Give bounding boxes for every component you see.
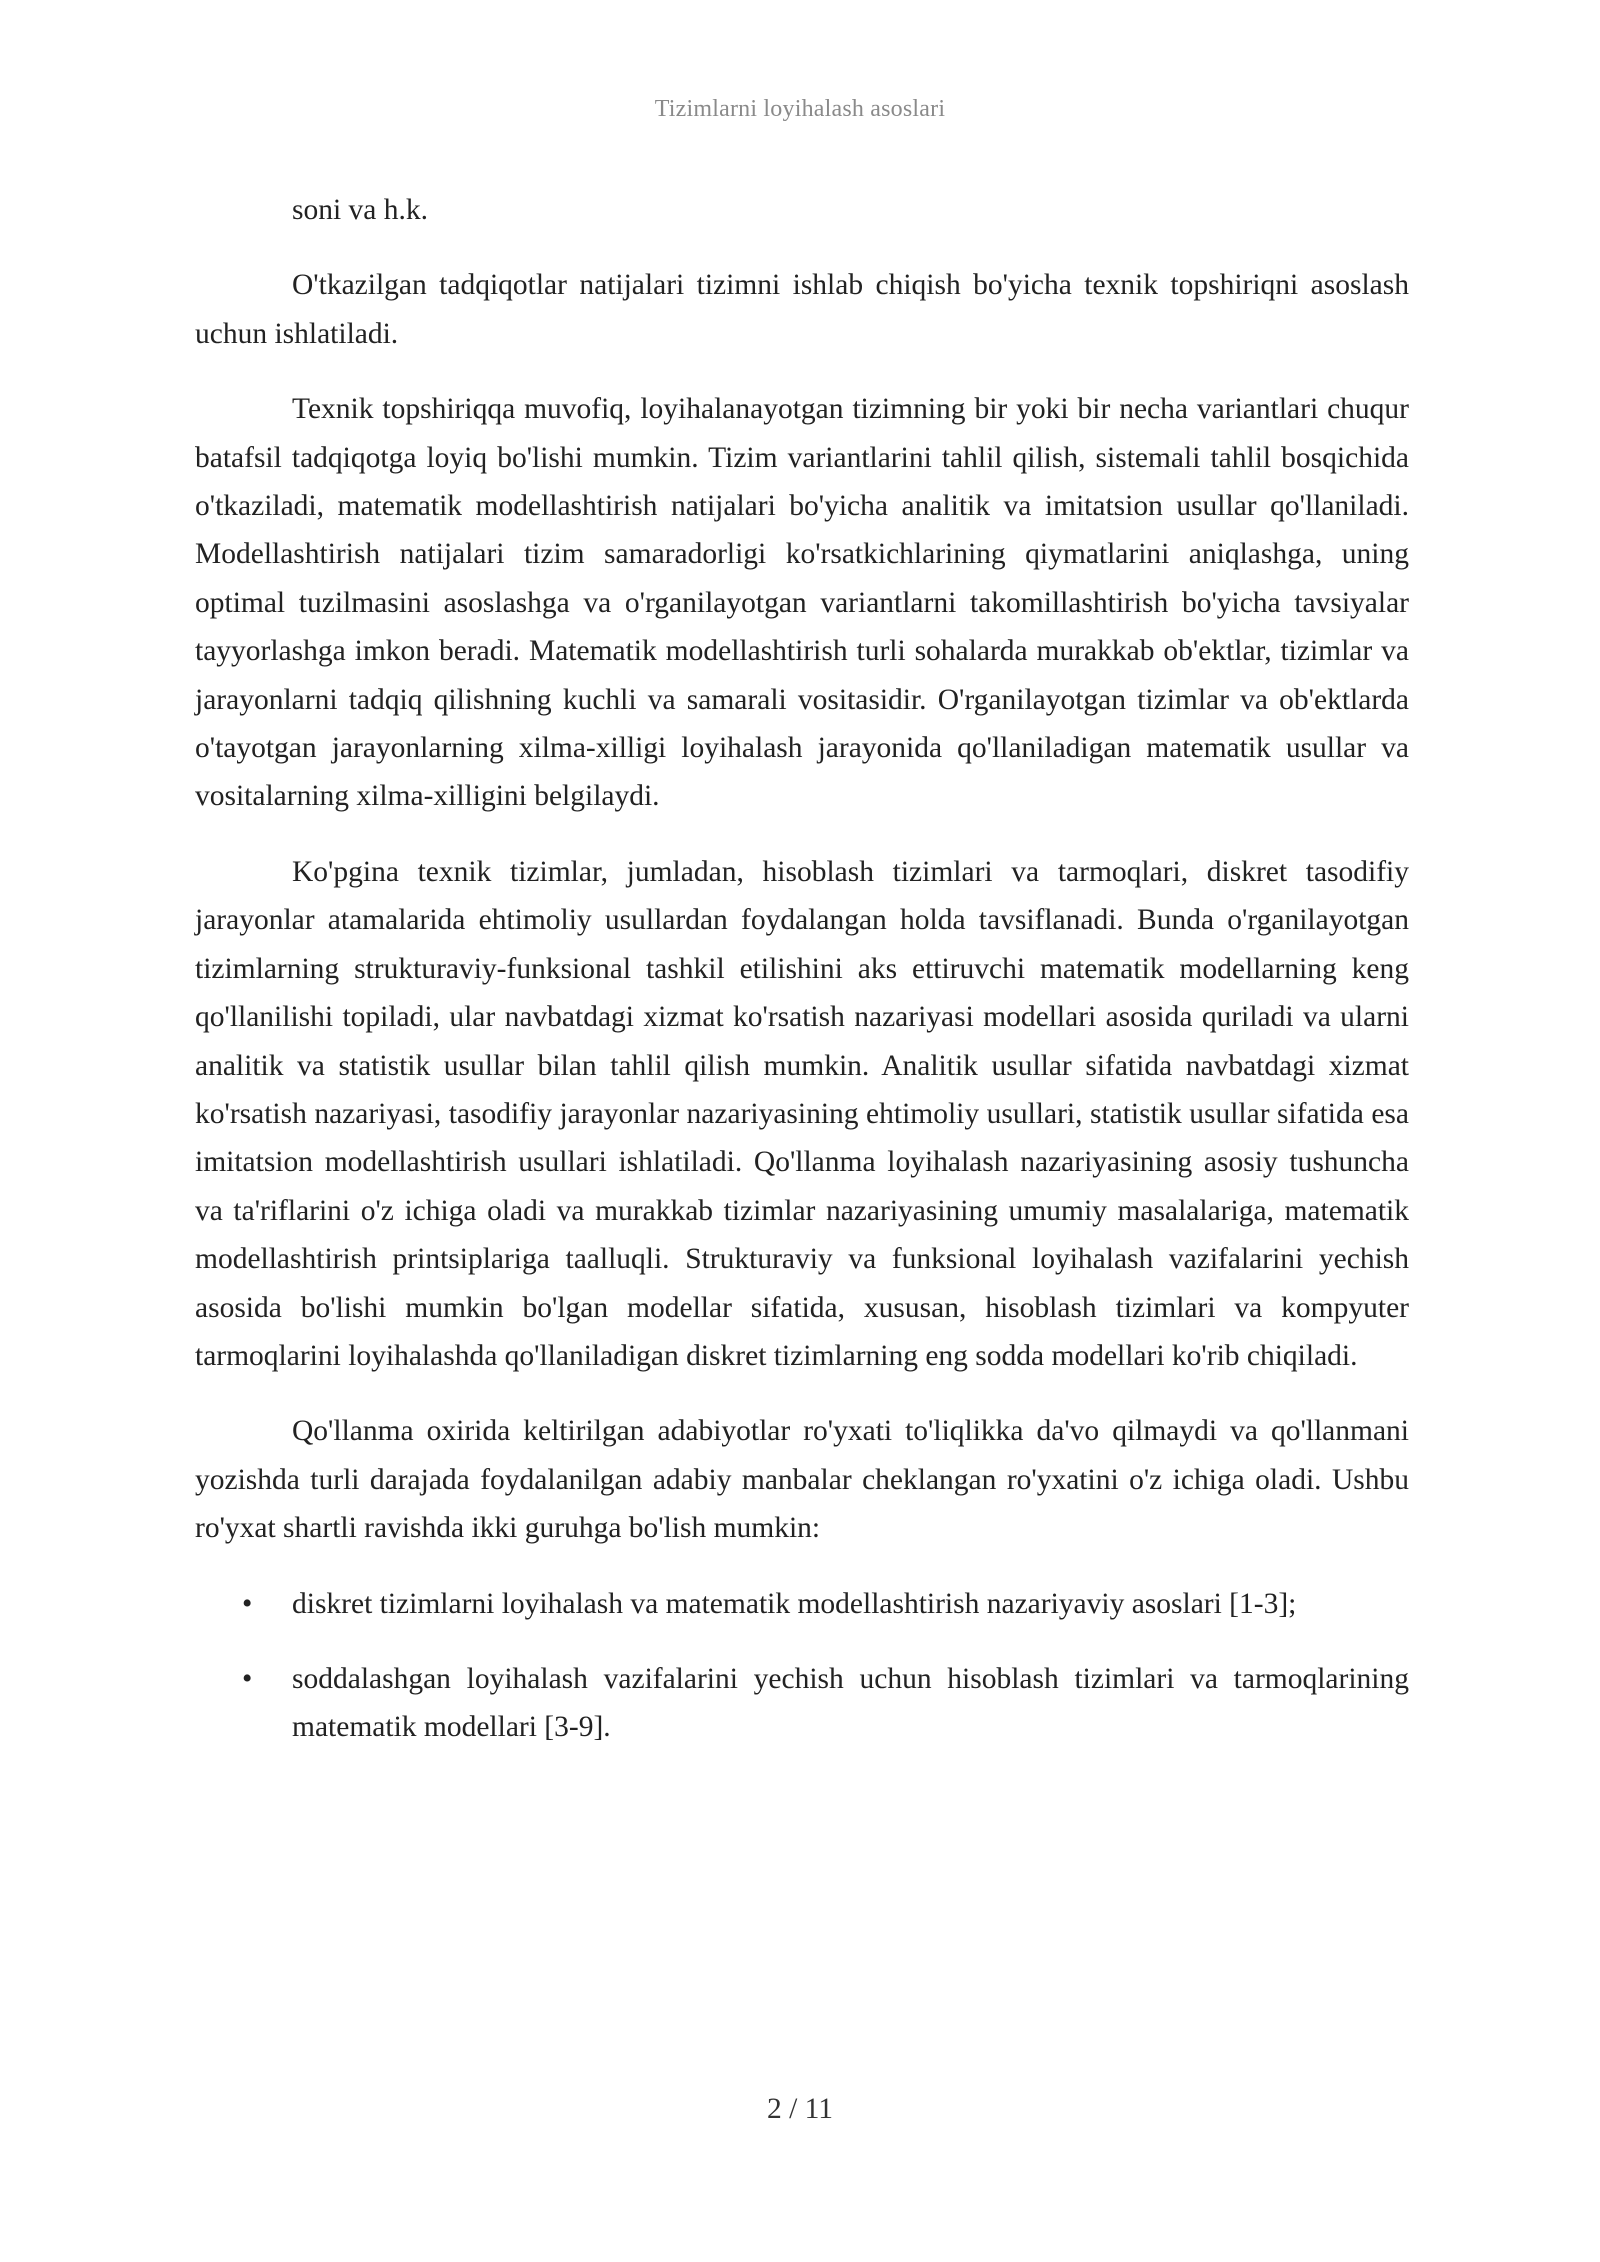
paragraph-research-results: O'tkazilgan tadqiqotlar natijalari tizimni ishlab chiqish bo'yicha texnik topshiriqni asoslash uchun ishlatiladi.	[195, 269, 1409, 350]
running-header: Tizimlarni loyihalash asoslari	[654, 96, 946, 122]
paragraph-bibliography-intro: Qo'llanma oxirida keltirilgan adabiyotlar ro'yxati to'liqlikka da'vo qilmaydi va qo'llanmani yozishda turli darajada foydalanilgan adabiy manbalar cheklangan ro'yxatini o'z ichiga oladi. Ushbu ro'yxat shartli ravishda ikki guruhga bo'lish mumkin:	[195, 1415, 1409, 1545]
paragraph-continuation: soni va h.k.	[292, 194, 429, 226]
list-item	[195, 1580, 1409, 1628]
bullet-icon: •	[242, 1587, 253, 1620]
paragraph-technical-systems: Ko'pgina texnik tizimlar, jumladan, hisoblash tizimlari va tarmoqlari, diskret tasodifiy jarayonlar atamalarida ehtimoliy usullardan foydalangan holda tavsiflanadi. Bunda o'rganilayotgan tizimlarning strukturaviy-funksional tashkil etilishini aks ettiruvchi matematik modellarning keng qo'llanilishi topiladi, ular navbatdagi xizmat ko'rsatish nazariyasi modellari asosida quriladi va ularni analitik va statistik usullar bilan tahlil qilish mumkin. Analitik usullar sifatida navbatdagi xizmat ko'rsatish nazariyasi, tasodifiy jarayonlar nazariyasining ehtimoliy usullari, statistik usullar sifatida esa imitatsion modellashtirish usullari ishlatiladi. Qo'llanma loyihalash nazariyasining asosiy tushuncha va ta'riflarini o'z ichiga oladi va murakkab tizimlar nazariyasining umumiy masalalariga, matematik modellashtirish printsiplariga taalluqli. Strukturaviy va funksional loyihalash vazifalarini yechish asosida bo'lishi mumkin bo'lgan modellar sifatida, xususan, hisoblash tizimlari va kompyuter tarmoqlarini loyihalashda qo'llaniladigan diskret tizimlarning eng sodda modellari ko'rib chiqiladi.	[195, 855, 1409, 1372]
page-number: 2 / 11	[766, 2093, 834, 2125]
paragraph-technical-task: Texnik topshiriqqa muvofiq, loyihalanayotgan tizimning bir yoki bir necha variantlari chuqur batafsil tadqiqotga loyiq bo'lishi mumkin. Tizim variantlarini tahlil qilish, sistemali tahlil bosqichida o'tkaziladi, matematik modellashtirish natijalari bo'yicha analitik va imitatsion usullar qo'llaniladi. Modellashtirish natijalari tizim samaradorligi ko'rsatkichlarining qiymatlarini aniqlashga, uning optimal tuzilmasini asoslashga va o'rganilayotgan variantlarni takomillashtirish bo'yicha tavsiyalar tayyorlashga imkon beradi. Matematik modellashtirish turli sohalarda murakkab ob'ektlar, tizimlar va jarayonlarni tadqiq qilishning kuchli va samarali vositasidir. O'rganilayotgan tizimlar va ob'ektlarda o'tayotgan jarayonlarning xilma-xilligi loyihalash jarayonida qo'llaniladigan matematik usullar va vositalarning xilma-xilligini belgilaydi.	[195, 393, 1409, 813]
bibliography-groups-list	[195, 1580, 1409, 1752]
list-item-text: soddalashgan loyihalash vazifalarini yechish uchun hisoblash tizimlari va tarmoqlarining matematik modellari [3-9].	[292, 1662, 1409, 1744]
list-item	[195, 1655, 1409, 1752]
document-body	[195, 186, 1409, 1779]
list-item-text: diskret tizimlarni loyihalash va matematik modellashtirish nazariyaviy asoslari [1-3];	[292, 1587, 1297, 1620]
bullet-icon: •	[242, 1662, 253, 1695]
